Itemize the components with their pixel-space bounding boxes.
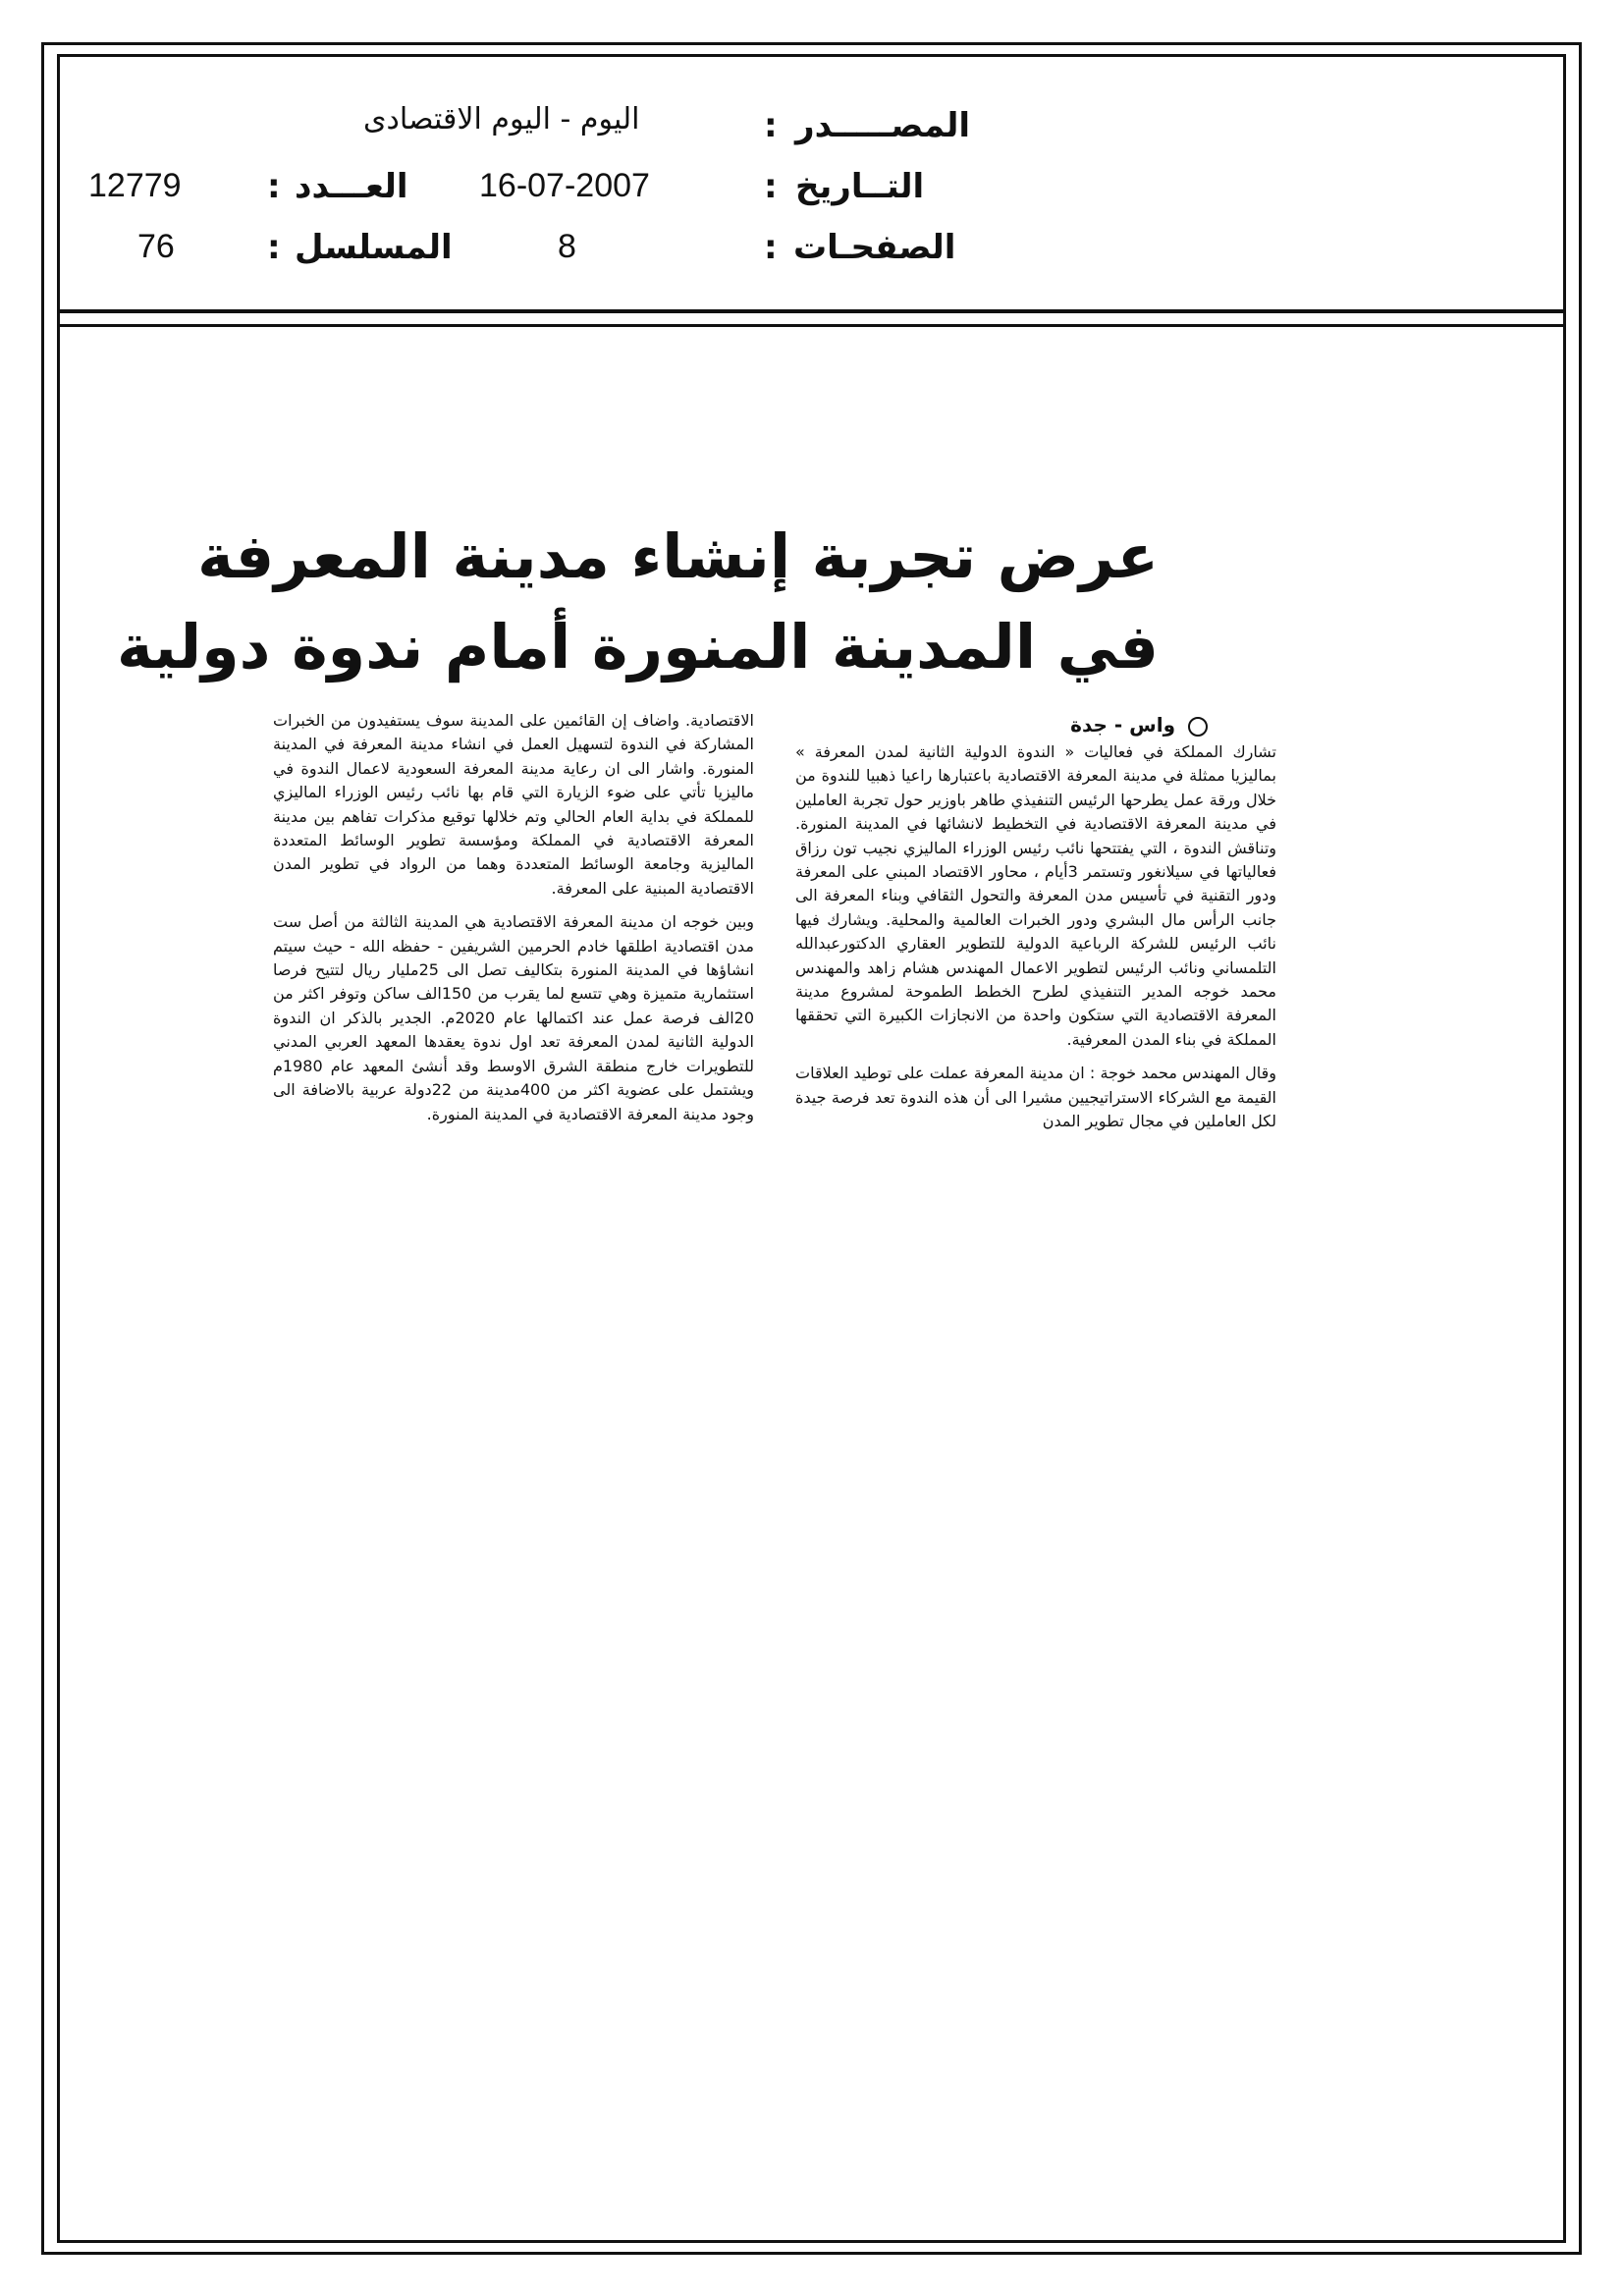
- header-divider-secondary: [57, 324, 1566, 327]
- pages-colon: :: [764, 228, 778, 267]
- issue-colon: :: [267, 167, 281, 206]
- agency-logo-icon: [1188, 717, 1208, 737]
- article-paragraph: الاقتصادية. واضاف إن القائمين على المدينة سوف يستفيدون من الخبرات المشاركة في الندوة لتسهيل العمل في انشاء مدينة المعرفة في المدينة المنورة. واشار الى ان رعاية مدينة المعرفة السعودية لاعمال الندوة في ماليزيا تأتي على ضوء الزيارة التي قام بها نائب رئيس الوزراء الماليزي للمملكة في بداية العام الحالي وتم خلالها توقيع مذكرات تفاهم بين مدينة المعرفة الاقتصادية في المملكة ومؤسسة تطوير الوسائط المتعددة الماليزية وجامعة الوسائط المتعددة وهما من الرواد في تطوير المدن الاقتصادية المبنية على المعرفة.: [273, 711, 754, 898]
- article-column-right: [795, 740, 1276, 1134]
- source-value: اليوم - اليوم الاقتصادى: [363, 102, 640, 137]
- header-divider: [57, 309, 1566, 313]
- date-value: 16-07-2007: [479, 167, 650, 204]
- serial-value: 76: [137, 228, 175, 265]
- headline-line-2: في المدينة المنورة أمام ندوة دولية: [116, 611, 1159, 683]
- issue-value: 12779: [88, 167, 182, 204]
- serial-label: المسلسل: [295, 228, 453, 267]
- article-column-left: [273, 709, 754, 1126]
- serial-colon: :: [267, 228, 281, 267]
- date-label: التــاريخ: [795, 167, 925, 206]
- source-colon: :: [764, 106, 778, 145]
- inner-frame: [57, 54, 1566, 2243]
- byline: [972, 713, 1208, 737]
- pages-label: الصفحـات: [793, 228, 956, 267]
- source-label: المصـــــدر: [795, 106, 971, 145]
- byline-text: واس - جدة: [1070, 713, 1176, 737]
- article-paragraph: وبين خوجه ان مدينة المعرفة الاقتصادية هي المدينة الثالثة من أصل ست مدن اقتصادية اطلقها خادم الحرمين الشريفين - حفظه الله - حيث سيتم انشاؤها في المدينة المنورة بتكاليف تصل الى 25مليار ريال لتتيح فرصا استثمارية متميزة وهي تتسع لما يقرب من 150الف ساكن وتوفر اكثر من 20الف فرصة عمل عند اكتمالها عام 2020م. الجدير بالذكر ان الندوة الدولية الثانية لمدن المعرفة تعد اول ندوة يعقدها المعهد العربي المدني للتطويرات خارج منطقة الشرق الاوسط وقد أنشئ المعهد عام 1980م ويشتمل على عضوية اكثر من 400مدينة من 22دولة عربية بالاضافة الى وجود مدينة المعرفة الاقتصادية في المدينة المنورة.: [273, 912, 755, 1123]
- headline-line-1: عرض تجربة إنشاء مدينة المعرفة: [197, 520, 1159, 592]
- pages-value: 8: [558, 228, 576, 265]
- date-colon: :: [764, 167, 778, 206]
- article-paragraph: وقال المهندس محمد خوجة : ان مدينة المعرفة عملت على توطيد العلاقات القيمة مع الشركاء الاستراتيجيين مشيرا الى أن هذه الندوة تعد فرصة جيدة لكل العاملين في مجال تطوير المدن: [795, 1064, 1276, 1131]
- article-paragraph: تشارك المملكة في فعاليات « الندوة الدولية الثانية لمدن المعرفة » بماليزيا ممثلة في مدينة المعرفة الاقتصادية باعتبارها راعيا ذهبيا للندوة من خلال ورقة عمل يطرحها الرئيس التنفيذي طاهر باوزير حول تجربة العاملين في مدينة المعرفة الاقتصادية في التخطيط لانشائها في المدينة المنورة. وتناقش الندوة ، التي يفتتحها نائب رئيس الوزراء الماليزي نجيب تون رزاق فعالياتها في سيلانغور وتستمر 3أيام ، محاور الاقتصاد المبني على المعرفة ودور التقنية في تأسيس مدن المعرفة والتحول الثقافي وبناء المعرفة الى جانب الرأس مال البشري ودور الخبرات العالمية والمحلية. ويشارك فيها نائب الرئيس للشركة الرباعية الدولية للتطوير العقاري الدكتورعبدالله التلمساني ونائب الرئيس لتطوير الاعمال المهندس هشام زاهد والمهندس محمد خوجه المدير التنفيذي لطرح الخطط الطموحة لمشروع مدينة المعرفة الاقتصادية التي ستكون واحدة من الانجازات الكبيرة التي تحققها المملكة في بناء المدن المعرفية.: [795, 742, 1277, 1049]
- issue-label: العـــدد: [295, 167, 408, 206]
